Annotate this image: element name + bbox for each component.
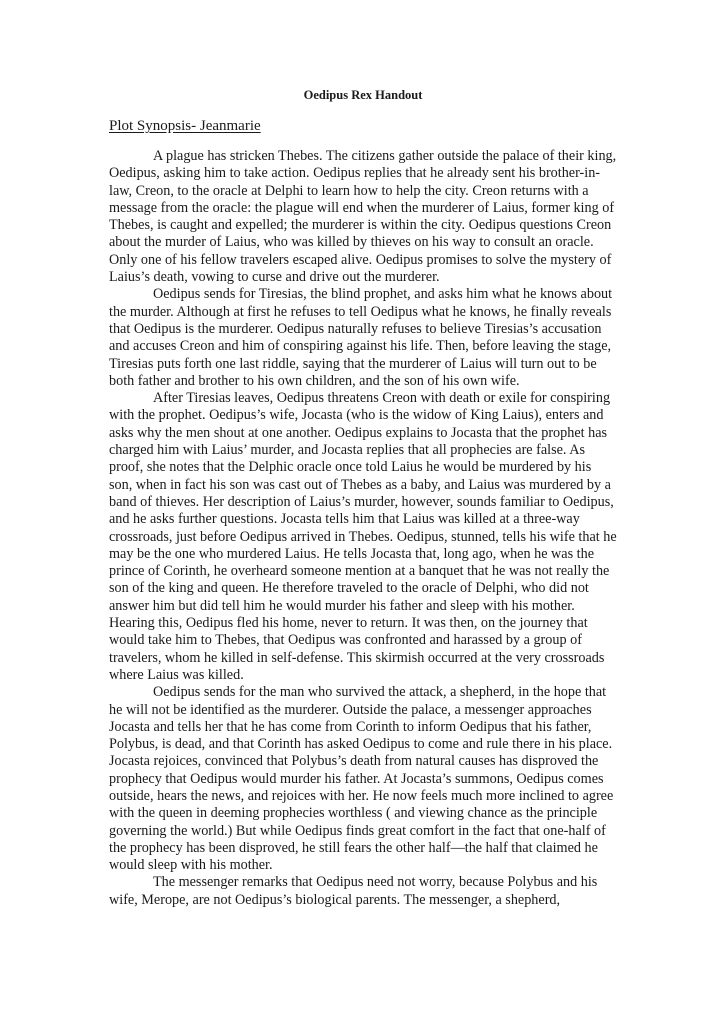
paragraph-jocasta: After Tiresias leaves, Oedipus threatens Creon with death or exile for conspiring with the prophet. Oedipus’s wife, Jocasta (who is the widow of King Laius), enters and asks why the men shout at one another. Oedipus explains to Jocasta that the prophet has charged him with Laius’ murder, and Jocasta replies that all prophecies are false. As proof, she notes that the Delphic oracle once told Laius he would be murdered by his son, when in fact his son was cast out of Thebes as a baby, and Laius was murdered by a band of thieves. Her description of Laius’s murder, however, sounds familiar to Oedipus, and he asks further questions. Jocasta tells him that Laius was killed at a three-way crossroads, just before Oedipus arrived in Thebes. Oedipus, stunned, tells his wife that he may be the one who murdered Laius. He tells Jocasta that, long ago, when he was the prince of Corinth, he overheard someone mention at a banquet that he was not really the son of the king and queen. He therefore traveled to the oracle of Delphi, who did not answer him but did tell him he would murder his father and sleep with his mother. Hearing this, Oedipus fled his home, never to return. It was then, on the journey that would take him to Thebes, that Oedipus was confronted and harassed by a group of travelers, whom he killed in self-defense. This skirmish occurred at the very crossroads where Laius was killed.: [109, 390, 617, 683]
paragraph-messenger: Oedipus sends for the man who survived the attack, a shepherd, in the hope that he will not be identified as the murderer. Outside the palace, a messenger approaches Jocasta and tells her that he has come from Corinth to inform Oedipus that his father, Polybus, is dead, and that Corinth has asked Oedipus to come and rule there in his place. Jocasta rejoices, convinced that Polybus’s death from natural causes has disproved the prophecy that Oedipus would murder his father. At Jocasta’s summons, Oedipus comes outside, hears the news, and rejoices with her. He now feels much more inclined to agree with the queen in deeming prophecies worthless ( and viewing chance as the principle governing the world.) But while Oedipus finds great comfort in the fact that one-half of the prophecy has been disproved, he still fears the other half—the half that claimed he would sleep with his mother.: [109, 684, 614, 874]
document-title: Oedipus Rex Handout: [303, 88, 423, 102]
document-page: [109, 86, 617, 909]
section-heading: Plot Synopsis- Jeanmarie: [109, 118, 261, 134]
paragraph-tiresias: Oedipus sends for Tiresias, the blind prophet, and asks him what he knows about the murder. Although at first he refuses to tell Oedipus what he knows, he finally reveals that Oedipus is the murderer. Oedipus naturally refuses to believe Tiresias’s accusation and accuses Creon and him of conspiring against his life. Then, before leaving the stage, Tiresias puts forth one last riddle, saying that the murderer of Laius will turn out to be: [109, 286, 613, 372]
paragraph-plague: A plague has stricken Thebes. The citizens gather outside the palace of their king, Oedipus, asking him to take action. Oedipus replies that he already sent his brother-in-law, Creon, to the oracle at Delphi to learn how to help the city. Creon returns with a message from the oracle: the plague will end when the murderer of Laius, former king of Thebes, is caught and expelled; the murderer is within the city. Oedipus questions Creon about the murder of Laius, who was killed by thieves on his way to consult an oracle. Only one of his fellow travelers escaped alive. Oedipus promises to solve the mystery of Laius’s death, vowing to curse and drive out the murderer.: [109, 148, 617, 286]
paragraph-parents: The messenger remarks that Oedipus need not worry, because Polybus and his wife, Merope, are not Oedipus’s biological parents. The messenger, a shepherd,: [109, 874, 598, 908]
paragraph-riddle: both father and brother to his own children, and the son of his own wife.: [109, 372, 520, 389]
synopsis-body: [109, 148, 617, 909]
